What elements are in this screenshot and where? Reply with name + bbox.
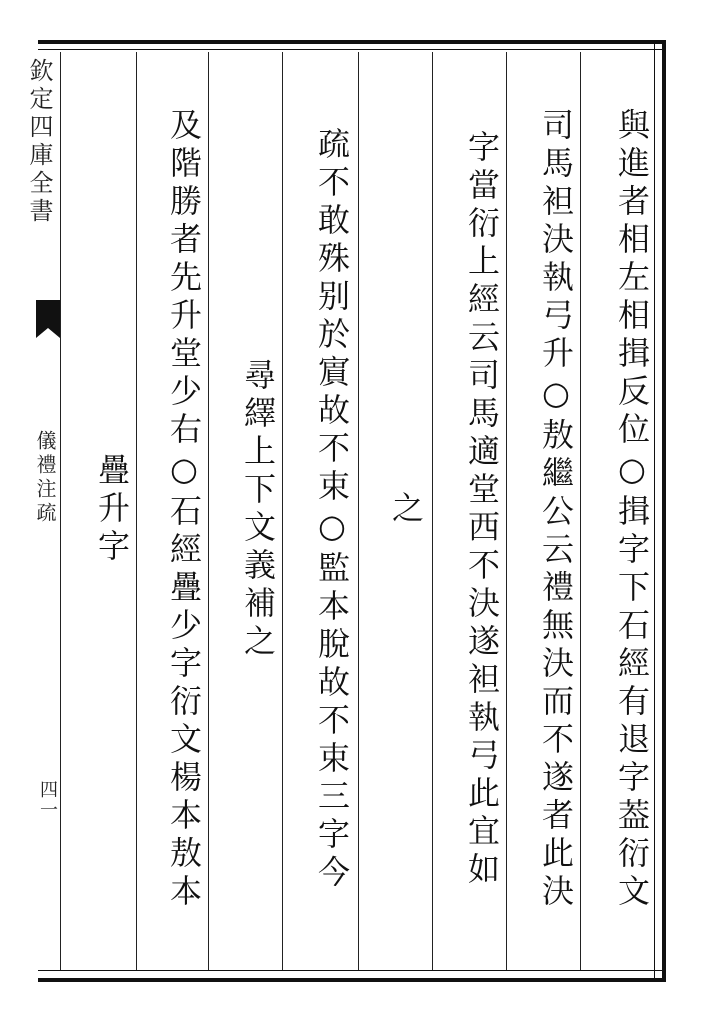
text-column-6: 尋繹上下文義補之 — [239, 358, 277, 662]
frame-top-border — [38, 40, 666, 50]
frame-right-border — [654, 40, 666, 982]
page-number: 四一 — [37, 780, 58, 820]
text-column-2: 司馬袒決執弓升○敖繼公云禮無決而不遂者此決 — [537, 108, 575, 912]
text-column-8: 疊升字 — [93, 453, 131, 567]
text-column-4: 之 — [387, 491, 425, 529]
text-column-5: 疏不敢殊别於賔故不束○監本脫故不束三字今 — [313, 127, 351, 893]
collection-title: 欽定四庫全書 — [25, 58, 53, 226]
frame-bottom-border — [38, 970, 666, 982]
fishtail-mark-icon — [36, 300, 66, 340]
text-column-3: 字當衍上經云司馬適堂西不決遂袒執弓此宜如 — [463, 130, 501, 890]
text-column-1: 與進者相左相揖反位○揖字下石經有退字葢衍文 — [613, 108, 651, 912]
column-rule — [432, 52, 433, 970]
column-rule — [208, 52, 209, 970]
column-rule — [580, 52, 581, 970]
text-column-7: 及階勝者先升堂少右○石經疊少字衍文楊本敖本 — [165, 108, 203, 912]
column-rule — [506, 52, 507, 970]
book-title: 儀禮注疏 — [33, 430, 57, 526]
column-rule — [136, 52, 137, 970]
column-rule — [358, 52, 359, 970]
column-rule — [282, 52, 283, 970]
